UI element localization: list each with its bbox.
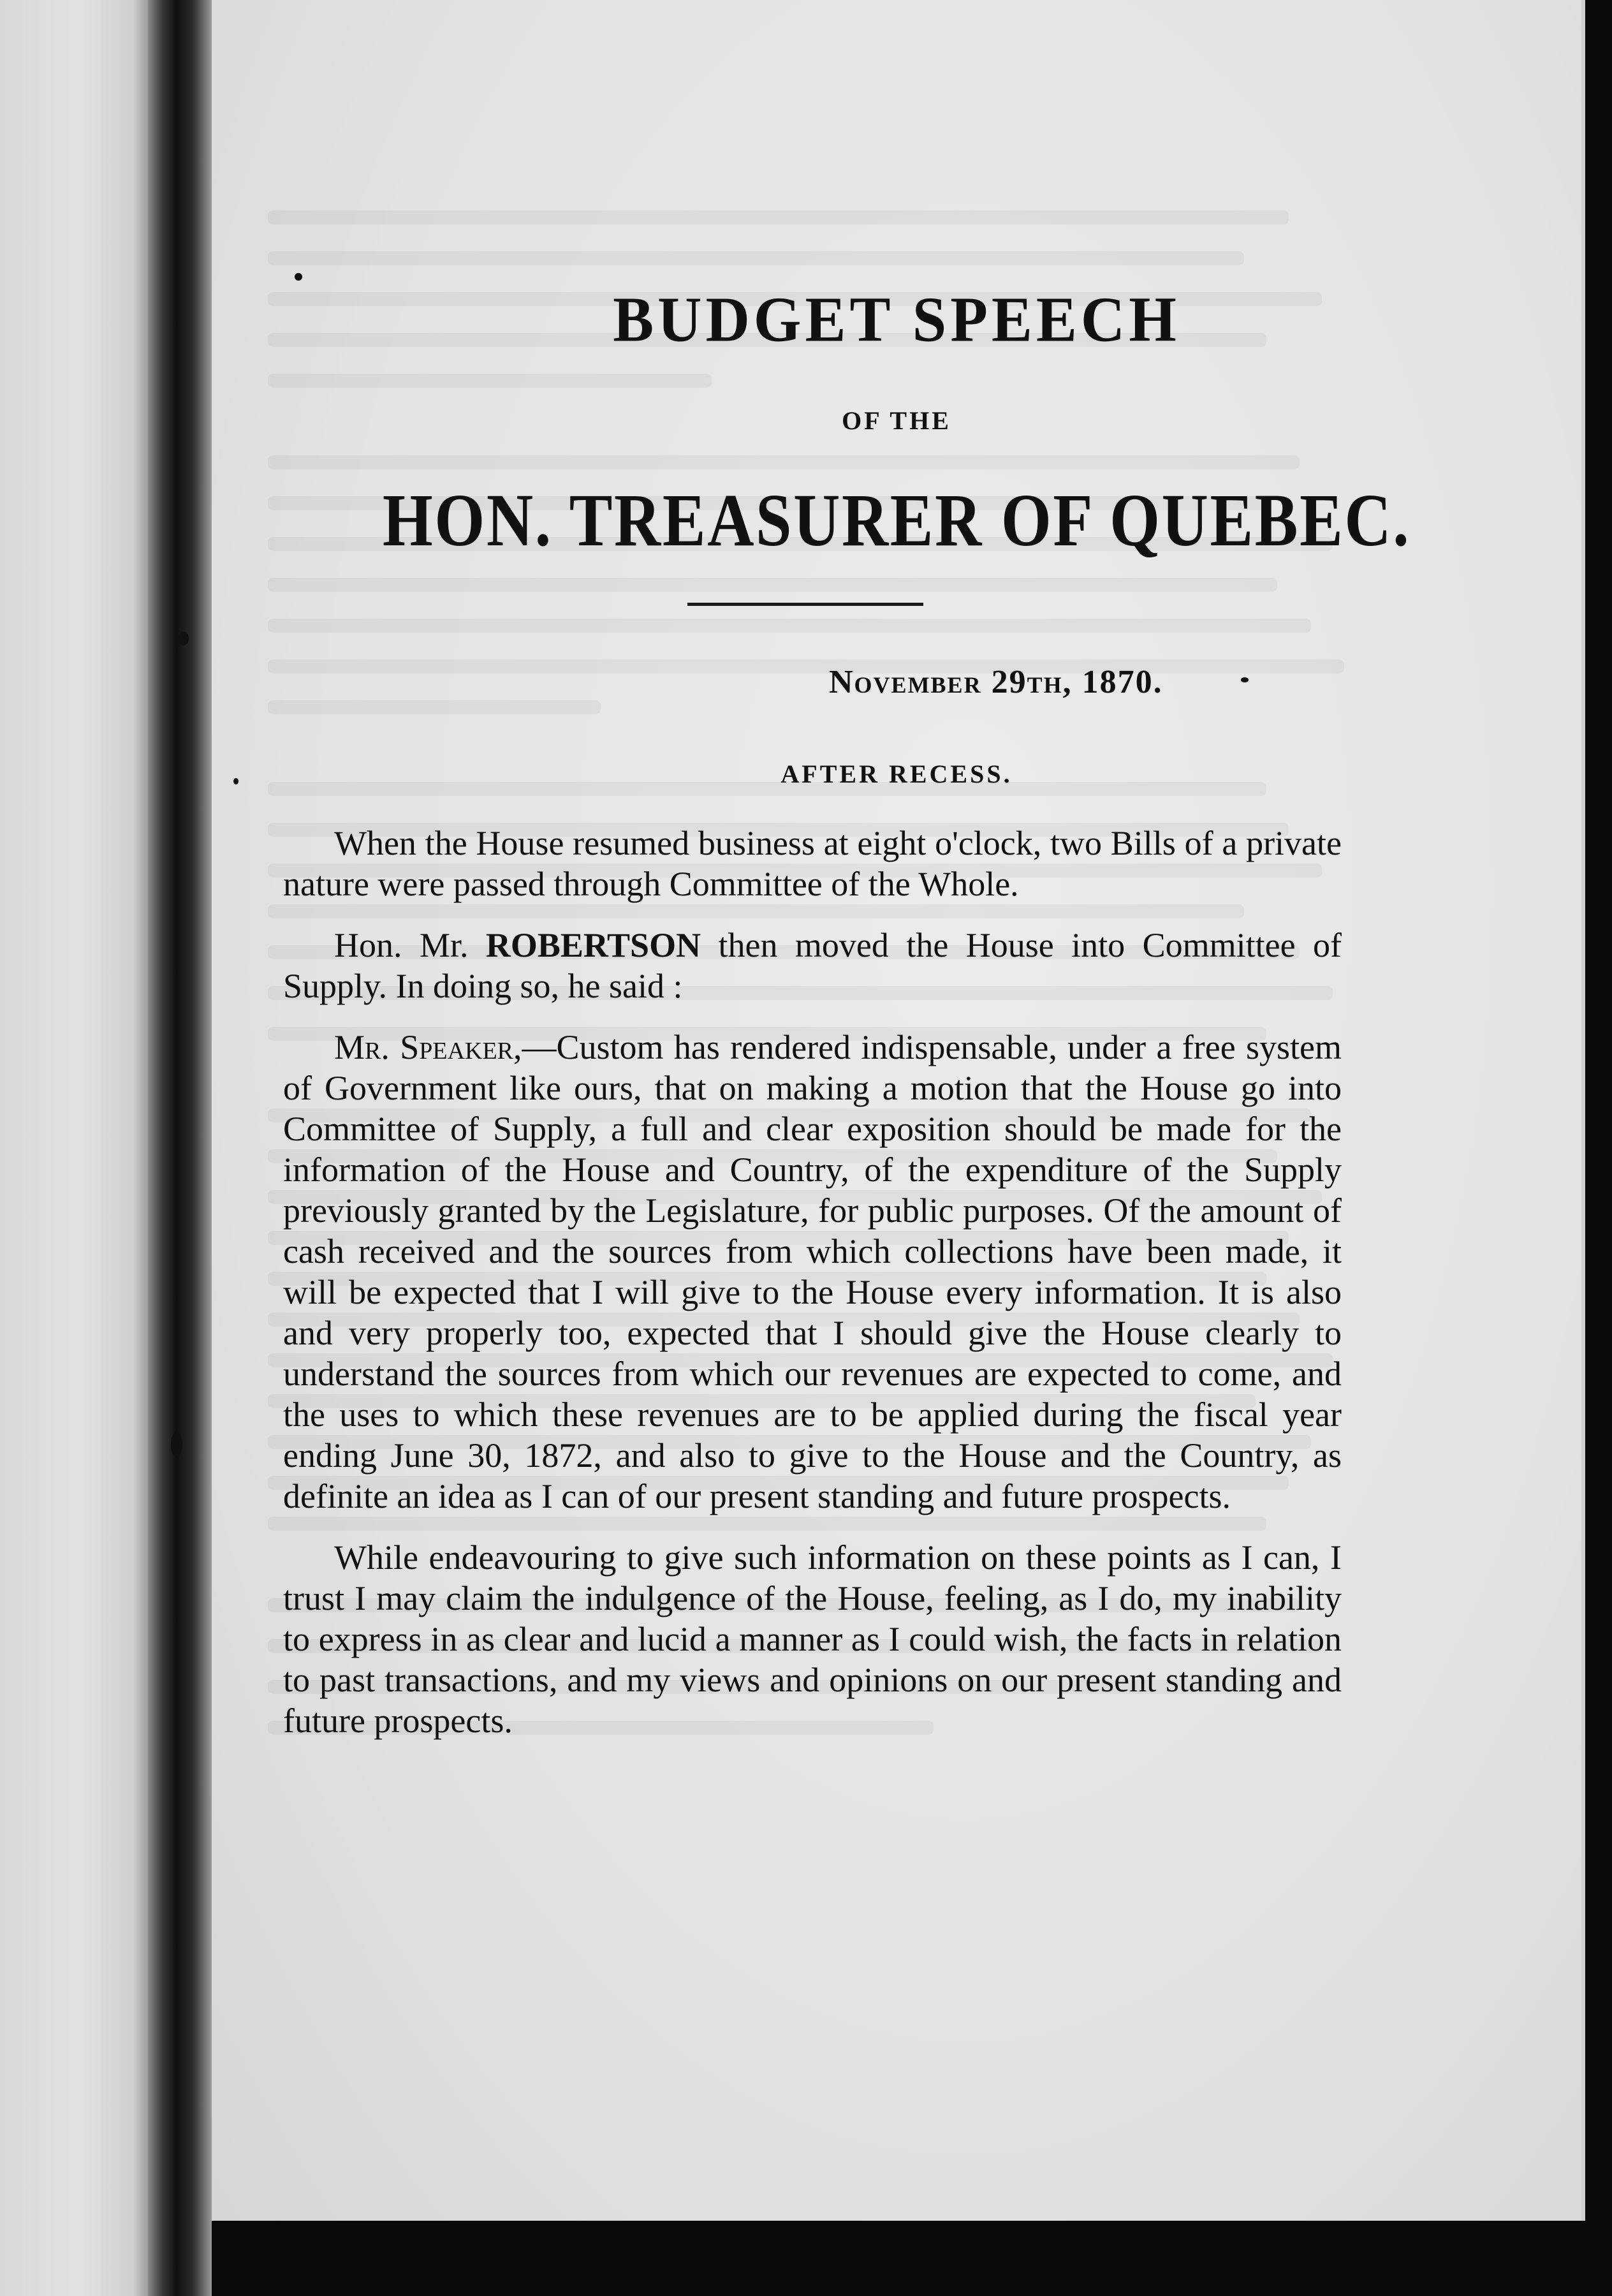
scan-speck bbox=[1241, 677, 1249, 682]
paragraph-4 bbox=[283, 1537, 1342, 1741]
book-gutter bbox=[148, 0, 212, 2296]
scan-speck bbox=[295, 273, 302, 281]
paragraph-text: While endeavouring to give such information on these points as I can, I trust I may claim the indulgence of the House, feeling, as I do, my inability to express in as clear and lucid a manner as I could wish, the facts in relation to past transactions, and my views and opinions on our present standing and future prospects. bbox=[283, 1538, 1342, 1740]
facing-page-edge bbox=[0, 0, 148, 2296]
paragraph-lead: Hon. Mr. bbox=[334, 926, 486, 964]
document-title: BUDGET SPEECH bbox=[613, 283, 1180, 355]
speech-date: November 29th, 1870. bbox=[829, 664, 1163, 700]
document-subtitle: HON. TREASURER OF QUEBEC. bbox=[382, 478, 1411, 562]
section-heading: AFTER RECESS. bbox=[780, 760, 1013, 788]
paragraph-text: When the House resumed business at eight o'clock, two Bills of a private nature were passed through Committee of the Whole. bbox=[283, 824, 1342, 903]
paragraph-3 bbox=[283, 1027, 1342, 1517]
paragraph-text: then moved the House into Committee of Supply. In doing so, he said : bbox=[283, 926, 1342, 1005]
scan-speck bbox=[171, 1432, 182, 1457]
body-text bbox=[283, 823, 1342, 1762]
paragraph-text: —Custom has rendered indispensable, under a free system of Government like ours, that on making a motion that the House go into Committee of Supply, a full and clear exposition should be made for the information of the House and Country, of the expenditure of the Supply previously granted by the Legislature, for public purposes. Of the amount of cash received and the sources from which collections have been made, it will be expected that I will give to the House every information. It is also and very properly too, expected that I should give the House clearly to understand the sources from which our revenues are expected to come, and the uses to which these revenues are to be applied during the fiscal year ending June 30, 1872, and also to give to the House and the Country, as definite an idea as I can of our present standing and future prospects. bbox=[283, 1028, 1342, 1515]
title-rule bbox=[687, 603, 923, 606]
address-lead: Mr. Speaker, bbox=[334, 1028, 522, 1066]
scan-speck bbox=[179, 631, 189, 645]
paragraph-1 bbox=[283, 823, 1342, 904]
paragraph-2 bbox=[283, 925, 1342, 1006]
scan-speck bbox=[233, 778, 238, 784]
speaker-name: ROBERTSON bbox=[485, 926, 701, 964]
title-connector: OF THE bbox=[842, 406, 951, 435]
